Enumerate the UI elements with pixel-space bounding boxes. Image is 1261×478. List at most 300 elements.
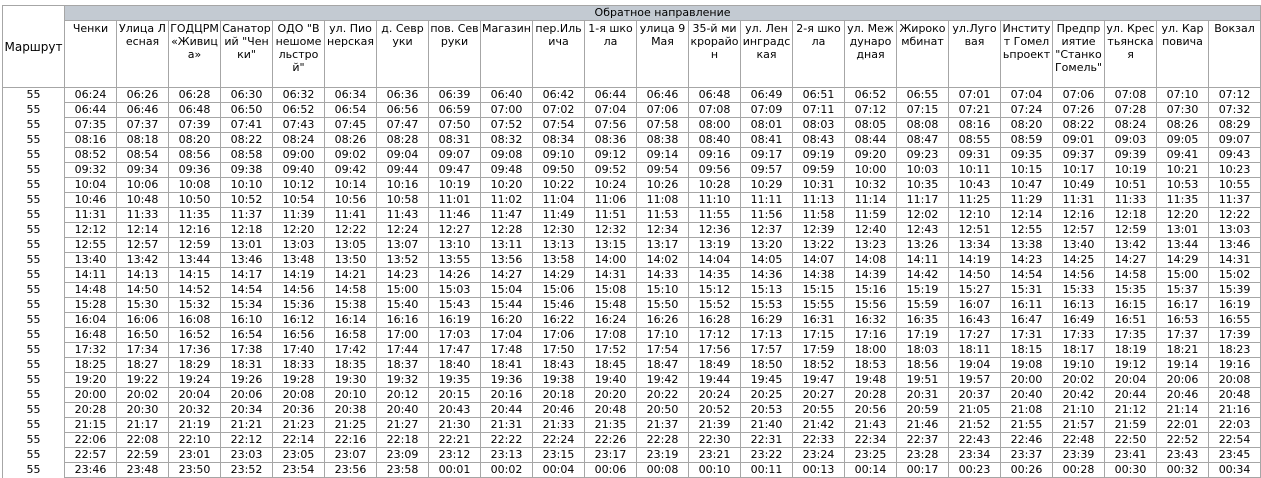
departure-time: 14:31: [585, 268, 637, 283]
departure-time: 13:17: [637, 238, 689, 253]
route-number: 55: [3, 373, 65, 388]
departure-time: 07:04: [1001, 88, 1053, 103]
departure-time: 06:54: [325, 103, 377, 118]
departure-time: 15:36: [273, 298, 325, 313]
departure-time: 19:10: [1053, 358, 1105, 373]
departure-time: 14:19: [273, 268, 325, 283]
departure-time: 16:08: [169, 313, 221, 328]
timetable-row: [3, 403, 1261, 418]
departure-time: 21:08: [1001, 403, 1053, 418]
departure-time: 06:46: [637, 88, 689, 103]
departure-time: 08:59: [1001, 133, 1053, 148]
departure-time: 14:33: [637, 268, 689, 283]
departure-time: 09:05: [1157, 133, 1209, 148]
departure-time: 09:56: [689, 163, 741, 178]
stop-header: ул. Международная: [845, 21, 897, 88]
departure-time: 09:20: [845, 148, 897, 163]
departure-time: 13:19: [689, 238, 741, 253]
departure-time: 07:24: [1001, 103, 1053, 118]
departure-time: 07:02: [533, 103, 585, 118]
departure-time: 17:59: [793, 343, 845, 358]
departure-time: 17:56: [689, 343, 741, 358]
departure-time: 18:40: [429, 358, 481, 373]
departure-time: 16:04: [65, 313, 117, 328]
departure-time: 08:01: [741, 118, 793, 133]
departure-time: 00:01: [429, 463, 481, 478]
departure-time: 10:04: [65, 178, 117, 193]
stop-header: Санаторий "Ченки": [221, 21, 273, 88]
departure-time: 19:08: [1001, 358, 1053, 373]
timetable-row: [3, 208, 1261, 223]
departure-time: 14:48: [65, 283, 117, 298]
departure-time: 16:49: [1053, 313, 1105, 328]
departure-time: 17:13: [741, 328, 793, 343]
departure-time: 15:02: [1209, 268, 1261, 283]
route-number: 55: [3, 148, 65, 163]
departure-time: 10:55: [1209, 178, 1261, 193]
departure-time: 16:24: [585, 313, 637, 328]
departure-time: 13:22: [793, 238, 845, 253]
departure-time: 21:27: [377, 418, 429, 433]
departure-time: 07:43: [273, 118, 325, 133]
departure-time: 16:15: [1105, 298, 1157, 313]
departure-time: 13:01: [221, 238, 273, 253]
departure-time: 21:05: [949, 403, 1001, 418]
departure-time: 19:47: [793, 373, 845, 388]
departure-time: 10:12: [273, 178, 325, 193]
stop-header: д. Севруки: [377, 21, 429, 88]
departure-time: 16:16: [377, 313, 429, 328]
departure-time: 17:40: [273, 343, 325, 358]
route-number: 55: [3, 238, 65, 253]
departure-time: 16:20: [481, 313, 533, 328]
departure-time: 10:06: [117, 178, 169, 193]
departure-time: 16:54: [221, 328, 273, 343]
departure-time: 12:20: [1157, 208, 1209, 223]
departure-time: 15:37: [1157, 283, 1209, 298]
departure-time: 15:55: [793, 298, 845, 313]
stop-header: Вокзал: [1209, 21, 1261, 88]
departure-time: 19:44: [689, 373, 741, 388]
departure-time: 08:41: [741, 133, 793, 148]
departure-time: 22:03: [1209, 418, 1261, 433]
departure-time: 17:48: [481, 343, 533, 358]
departure-time: 12:55: [65, 238, 117, 253]
departure-time: 13:01: [1157, 223, 1209, 238]
stop-header-row: [3, 21, 1261, 88]
departure-time: 19:42: [637, 373, 689, 388]
departure-time: 11:43: [377, 208, 429, 223]
departure-time: 15:40: [377, 298, 429, 313]
departure-time: 07:21: [949, 103, 1001, 118]
departure-time: 08:58: [221, 148, 273, 163]
departure-time: 07:26: [1053, 103, 1105, 118]
departure-time: 10:23: [1209, 163, 1261, 178]
departure-time: 18:53: [845, 358, 897, 373]
departure-time: 23:52: [221, 463, 273, 478]
departure-time: 20:48: [1209, 388, 1261, 403]
departure-time: 15:43: [429, 298, 481, 313]
departure-time: 09:41: [1157, 148, 1209, 163]
departure-time: 15:15: [793, 283, 845, 298]
departure-time: 22:30: [689, 433, 741, 448]
departure-time: 20:32: [169, 403, 221, 418]
departure-time: 13:44: [169, 253, 221, 268]
route-number: 55: [3, 223, 65, 238]
timetable-row: [3, 358, 1261, 373]
departure-time: 12:55: [1001, 223, 1053, 238]
departure-time: 23:45: [1209, 448, 1261, 463]
timetable-row: [3, 163, 1261, 178]
departure-time: 10:08: [169, 178, 221, 193]
departure-time: 17:34: [117, 343, 169, 358]
route-number: 55: [3, 298, 65, 313]
departure-time: 20:36: [273, 403, 325, 418]
route-number: 55: [3, 118, 65, 133]
direction-header: Обратное направление: [65, 6, 1261, 21]
timetable-row: [3, 463, 1261, 478]
departure-time: 20:40: [1001, 388, 1053, 403]
departure-time: 07:12: [1209, 88, 1261, 103]
departure-time: 13:13: [533, 238, 585, 253]
departure-time: 10:19: [429, 178, 481, 193]
departure-time: 21:40: [741, 418, 793, 433]
timetable-row: [3, 133, 1261, 148]
departure-time: 14:11: [65, 268, 117, 283]
departure-time: 20:46: [533, 403, 585, 418]
departure-time: 14:15: [169, 268, 221, 283]
departure-time: 09:31: [949, 148, 1001, 163]
departure-time: 13:03: [1209, 223, 1261, 238]
stop-header: ГОДЦРМ «Живица»: [169, 21, 221, 88]
departure-time: 12:34: [637, 223, 689, 238]
departure-time: 17:04: [481, 328, 533, 343]
departure-time: 14:50: [117, 283, 169, 298]
departure-time: 18:45: [585, 358, 637, 373]
departure-time: 12:10: [949, 208, 1001, 223]
departure-time: 15:19: [897, 283, 949, 298]
departure-time: 12:59: [169, 238, 221, 253]
departure-time: 20:24: [689, 388, 741, 403]
departure-time: 13:20: [741, 238, 793, 253]
departure-time: 06:46: [117, 103, 169, 118]
departure-time: 22:22: [481, 433, 533, 448]
departure-time: 16:22: [533, 313, 585, 328]
departure-time: 23:03: [221, 448, 273, 463]
departure-time: 22:31: [741, 433, 793, 448]
route-column-header: Маршрут: [3, 6, 65, 88]
departure-time: 19:38: [533, 373, 585, 388]
departure-time: 10:53: [1157, 178, 1209, 193]
departure-time: 09:32: [65, 163, 117, 178]
departure-time: 11:56: [741, 208, 793, 223]
departure-time: 14:39: [845, 268, 897, 283]
departure-time: 08:22: [221, 133, 273, 148]
departure-time: 10:17: [1053, 163, 1105, 178]
departure-time: 17:39: [1209, 328, 1261, 343]
departure-time: 17:35: [1105, 328, 1157, 343]
departure-time: 23:01: [169, 448, 221, 463]
departure-time: 11:11: [741, 193, 793, 208]
departure-time: 19:16: [1209, 358, 1261, 373]
departure-time: 15:04: [481, 283, 533, 298]
departure-time: 06:30: [221, 88, 273, 103]
departure-time: 15:44: [481, 298, 533, 313]
departure-time: 18:31: [221, 358, 273, 373]
departure-time: 09:57: [741, 163, 793, 178]
departure-time: 22:18: [377, 433, 429, 448]
departure-time: 13:40: [65, 253, 117, 268]
departure-time: 23:25: [845, 448, 897, 463]
departure-time: 20:59: [897, 403, 949, 418]
departure-time: 16:52: [169, 328, 221, 343]
departure-time: 17:33: [1053, 328, 1105, 343]
departure-time: 10:26: [637, 178, 689, 193]
departure-time: 10:47: [1001, 178, 1053, 193]
departure-time: 20:20: [585, 388, 637, 403]
departure-time: 23:41: [1105, 448, 1157, 463]
departure-time: 11:13: [793, 193, 845, 208]
departure-time: 21:16: [1209, 403, 1261, 418]
departure-time: 00:26: [1001, 463, 1053, 478]
departure-time: 14:29: [1157, 253, 1209, 268]
stop-header: Институт Гомельпроект: [1001, 21, 1053, 88]
departure-time: 09:16: [689, 148, 741, 163]
departure-time: 22:37: [897, 433, 949, 448]
departure-time: 00:02: [481, 463, 533, 478]
departure-time: 08:29: [1209, 118, 1261, 133]
route-number: 55: [3, 103, 65, 118]
departure-time: 08:05: [845, 118, 897, 133]
departure-time: 00:28: [1053, 463, 1105, 478]
route-number: 55: [3, 88, 65, 103]
departure-time: 09:10: [533, 148, 585, 163]
departure-time: 23:39: [1053, 448, 1105, 463]
departure-time: 19:12: [1105, 358, 1157, 373]
departure-time: 12:51: [949, 223, 1001, 238]
departure-time: 12:16: [1053, 208, 1105, 223]
departure-time: 22:52: [1157, 433, 1209, 448]
departure-time: 23:48: [117, 463, 169, 478]
departure-time: 09:12: [585, 148, 637, 163]
departure-time: 07:47: [377, 118, 429, 133]
departure-time: 13:42: [117, 253, 169, 268]
departure-time: 16:12: [273, 313, 325, 328]
departure-time: 23:15: [533, 448, 585, 463]
departure-time: 14:27: [481, 268, 533, 283]
departure-time: 09:01: [1053, 133, 1105, 148]
departure-time: 17:16: [845, 328, 897, 343]
departure-time: 16:56: [273, 328, 325, 343]
departure-time: 20:16: [481, 388, 533, 403]
departure-time: 18:47: [637, 358, 689, 373]
departure-time: 17:15: [793, 328, 845, 343]
departure-time: 10:56: [325, 193, 377, 208]
departure-time: 12:20: [273, 223, 325, 238]
route-number: 55: [3, 313, 65, 328]
departure-time: 16:43: [949, 313, 1001, 328]
stop-header: ул. Карповича: [1157, 21, 1209, 88]
departure-time: 12:37: [741, 223, 793, 238]
departure-time: 13:46: [1209, 238, 1261, 253]
departure-time: 09:38: [221, 163, 273, 178]
departure-time: 00:08: [637, 463, 689, 478]
departure-time: 18:21: [1157, 343, 1209, 358]
departure-time: 13:44: [1157, 238, 1209, 253]
departure-time: 08:24: [273, 133, 325, 148]
departure-time: 08:52: [65, 148, 117, 163]
departure-time: 14:42: [897, 268, 949, 283]
departure-time: 11:33: [1105, 193, 1157, 208]
departure-time: 18:50: [741, 358, 793, 373]
departure-time: 22:24: [533, 433, 585, 448]
departure-time: 06:24: [65, 88, 117, 103]
route-number: 55: [3, 163, 65, 178]
stop-header: ул. Пионерская: [325, 21, 377, 88]
departure-time: 14:31: [1209, 253, 1261, 268]
route-number: 55: [3, 328, 65, 343]
departure-time: 12:18: [1105, 208, 1157, 223]
departure-time: 21:59: [1105, 418, 1157, 433]
route-number: 55: [3, 343, 65, 358]
departure-time: 06:40: [481, 88, 533, 103]
departure-time: 21:17: [117, 418, 169, 433]
timetable-row: [3, 313, 1261, 328]
departure-time: 11:35: [169, 208, 221, 223]
departure-time: 11:37: [1209, 193, 1261, 208]
departure-time: 08:03: [793, 118, 845, 133]
departure-time: 14:58: [325, 283, 377, 298]
departure-time: 19:45: [741, 373, 793, 388]
departure-time: 11:55: [689, 208, 741, 223]
departure-time: 15:34: [221, 298, 273, 313]
departure-time: 23:09: [377, 448, 429, 463]
departure-time: 17:10: [637, 328, 689, 343]
departure-time: 07:28: [1105, 103, 1157, 118]
departure-time: 18:23: [1209, 343, 1261, 358]
timetable-row: [3, 268, 1261, 283]
departure-time: 07:00: [481, 103, 533, 118]
departure-time: 16:47: [1001, 313, 1053, 328]
departure-time: 20:42: [1053, 388, 1105, 403]
departure-time: 23:28: [897, 448, 949, 463]
departure-time: 11:49: [533, 208, 585, 223]
departure-time: 15:39: [1209, 283, 1261, 298]
departure-time: 07:58: [637, 118, 689, 133]
departure-time: 11:25: [949, 193, 1001, 208]
departure-time: 21:14: [1157, 403, 1209, 418]
departure-time: 13:34: [949, 238, 1001, 253]
departure-time: 18:11: [949, 343, 1001, 358]
departure-time: 09:23: [897, 148, 949, 163]
departure-time: 22:57: [65, 448, 117, 463]
departure-time: 20:00: [1001, 373, 1053, 388]
departure-time: 16:51: [1105, 313, 1157, 328]
departure-time: 08:32: [481, 133, 533, 148]
departure-time: 16:50: [117, 328, 169, 343]
departure-time: 11:31: [1053, 193, 1105, 208]
departure-time: 11:06: [585, 193, 637, 208]
departure-time: 16:55: [1209, 313, 1261, 328]
departure-time: 18:35: [325, 358, 377, 373]
departure-time: 08:56: [169, 148, 221, 163]
stop-header: ул. Крестьянская: [1105, 21, 1157, 88]
departure-time: 09:17: [741, 148, 793, 163]
route-number: 55: [3, 403, 65, 418]
departure-time: 21:55: [1001, 418, 1053, 433]
stop-header: пер.Ильича: [533, 21, 585, 88]
departure-time: 23:46: [65, 463, 117, 478]
departure-time: 10:15: [1001, 163, 1053, 178]
departure-time: 00:34: [1209, 463, 1261, 478]
departure-time: 11:53: [637, 208, 689, 223]
departure-time: 19:57: [949, 373, 1001, 388]
departure-time: 13:07: [377, 238, 429, 253]
route-number: 55: [3, 208, 65, 223]
departure-time: 10:50: [169, 193, 221, 208]
departure-time: 22:34: [845, 433, 897, 448]
departure-time: 17:32: [65, 343, 117, 358]
departure-time: 15:56: [845, 298, 897, 313]
route-number: 55: [3, 358, 65, 373]
departure-time: 09:44: [377, 163, 429, 178]
departure-time: 08:31: [429, 133, 481, 148]
departure-time: 15:13: [741, 283, 793, 298]
departure-time: 23:50: [169, 463, 221, 478]
departure-time: 07:12: [845, 103, 897, 118]
departure-time: 21:30: [429, 418, 481, 433]
departure-time: 10:20: [481, 178, 533, 193]
departure-time: 14:11: [897, 253, 949, 268]
departure-time: 16:31: [793, 313, 845, 328]
departure-time: 14:00: [585, 253, 637, 268]
departure-time: 13:42: [1105, 238, 1157, 253]
departure-time: 22:01: [1157, 418, 1209, 433]
departure-time: 15:08: [585, 283, 637, 298]
departure-time: 06:51: [793, 88, 845, 103]
departure-time: 19:14: [1157, 358, 1209, 373]
departure-time: 23:58: [377, 463, 429, 478]
departure-time: 07:11: [793, 103, 845, 118]
departure-time: 19:04: [949, 358, 1001, 373]
departure-time: 00:06: [585, 463, 637, 478]
departure-time: 10:51: [1105, 178, 1157, 193]
departure-time: 07:04: [585, 103, 637, 118]
departure-time: 14:58: [1105, 268, 1157, 283]
timetable-row: [3, 418, 1261, 433]
departure-time: 11:02: [481, 193, 533, 208]
departure-time: 20:18: [533, 388, 585, 403]
departure-time: 19:22: [117, 373, 169, 388]
departure-time: 14:54: [221, 283, 273, 298]
departure-time: 09:14: [637, 148, 689, 163]
departure-time: 12:12: [65, 223, 117, 238]
departure-time: 20:46: [1157, 388, 1209, 403]
departure-time: 12:59: [1105, 223, 1157, 238]
departure-time: 11:39: [273, 208, 325, 223]
departure-time: 13:46: [221, 253, 273, 268]
departure-time: 08:40: [689, 133, 741, 148]
departure-time: 07:52: [481, 118, 533, 133]
departure-time: 06:49: [741, 88, 793, 103]
departure-time: 11:51: [585, 208, 637, 223]
departure-time: 10:54: [273, 193, 325, 208]
departure-time: 00:32: [1157, 463, 1209, 478]
departure-time: 10:43: [949, 178, 1001, 193]
departure-time: 23:56: [325, 463, 377, 478]
departure-time: 00:14: [845, 463, 897, 478]
departure-time: 21:52: [949, 418, 1001, 433]
